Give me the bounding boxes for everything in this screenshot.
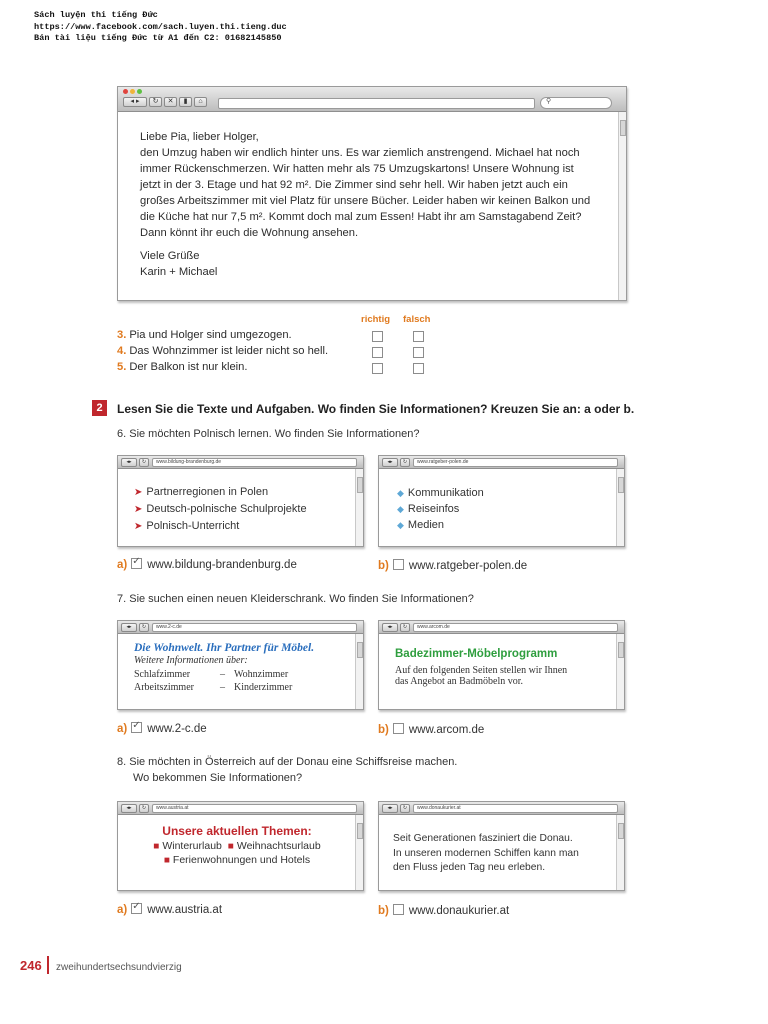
minimize-dot-icon[interactable] (130, 89, 135, 94)
option-label: b) (378, 905, 389, 917)
scrollbar[interactable] (616, 634, 624, 709)
statement-row (117, 361, 248, 373)
q8-answer-a[interactable] (117, 903, 222, 916)
ad-title: Die Wohnwelt. Ihr Partner für Möbel. (134, 642, 315, 654)
q8-answer-b[interactable] (378, 904, 509, 917)
back-forward-icon[interactable]: ◂▸ (382, 804, 398, 813)
statement-row (117, 345, 328, 357)
letter-line: immer Rückenschmerzen. Wir hatten mehr als 75 Umzugskartons! Unsere Wohnung ist (140, 163, 574, 175)
option-a-checkbox[interactable] (131, 722, 142, 733)
richtig-checkbox-3[interactable] (372, 331, 383, 342)
back-forward-icon[interactable]: ◂▸ (382, 623, 398, 632)
window-controls (123, 89, 142, 94)
back-forward-icon[interactable]: ◂ ▸ (123, 97, 147, 107)
address-bar[interactable]: www.arcom.de (413, 623, 618, 632)
statement-row (117, 329, 292, 341)
diamond-icon: ◆ (397, 520, 404, 530)
statement-number: 3. (117, 329, 127, 341)
reload-icon[interactable]: ↻ (400, 623, 410, 632)
nav-buttons (382, 804, 410, 813)
topic-row: ■ Winterurlaub ■ Weihnachtsurlaub (153, 840, 321, 852)
search-icon: ⚲ (546, 98, 552, 105)
ad-text: Seit Generationen fasziniert die Donau. (393, 833, 573, 844)
ad-text: In unseren modernen Schiffen kann man (393, 847, 579, 859)
question-6: 6. Sie möchten Polnisch lernen. Wo finden Sie Informationen? (117, 428, 420, 440)
list-item: ◆ Medien (397, 519, 444, 531)
option-text: www.2-c.de (147, 723, 207, 735)
browser-toolbar (118, 621, 363, 634)
arrow-icon: ➤ (134, 504, 143, 515)
header-line-2: https://www.facebook.com/sach.luyen.thi.tieng.duc (34, 21, 287, 32)
list-item: ➤ Deutsch-polnische Schulprojekte (134, 503, 307, 515)
option-label: a) (117, 559, 128, 571)
option-label: b) (378, 560, 389, 572)
letter-salutation: Liebe Pia, lieber Holger, (140, 131, 259, 143)
back-forward-icon[interactable]: ◂▸ (121, 804, 137, 813)
ad-title: Unsere aktuellen Themen: (162, 824, 312, 838)
option-text: www.austria.at (147, 904, 223, 916)
header-line-3: Bán tài liệu tiếng Đức từ A1 đến C2: 01682145850 (34, 33, 282, 43)
search-field[interactable] (540, 97, 612, 109)
falsch-checkbox-3[interactable] (413, 331, 424, 342)
letter-line: Dann könnt ihr euch die Wohnung ansehen. (140, 227, 359, 239)
option-text: www.donaukurier.at (408, 905, 510, 917)
question-7: 7. Sie suchen einen neuen Kleiderschrank. Wo finden Sie Informationen? (117, 593, 474, 605)
nav-buttons (123, 97, 207, 107)
reload-icon[interactable]: ↻ (400, 804, 410, 813)
stop-icon[interactable]: ✕ (164, 97, 177, 107)
column-richtig: richtig (361, 314, 391, 325)
browser-toolbar (118, 87, 626, 112)
address-bar[interactable] (218, 98, 535, 109)
scrollbar[interactable] (355, 469, 363, 546)
falsch-checkbox-5[interactable] (413, 363, 424, 374)
q6-answer-b[interactable] (378, 559, 527, 572)
letter-closing: Viele Grüße (140, 250, 200, 262)
option-text: www.bildung-brandenburg.de (147, 559, 297, 571)
arrow-icon: ➤ (134, 487, 143, 498)
option-a-checkbox[interactable] (131, 903, 142, 914)
square-bullet-icon: ■ (227, 841, 234, 852)
statement-text: Der Balkon ist nur klein. (129, 361, 248, 373)
ad-text: den Fluss jeden Tag neu erleben. (393, 862, 546, 873)
back-forward-icon[interactable]: ◂▸ (121, 458, 137, 467)
task-number-badge: 2 (92, 400, 107, 416)
reload-icon[interactable]: ↻ (139, 804, 149, 813)
reload-icon[interactable]: ↻ (400, 458, 410, 467)
statement-text: Das Wohnzimmer ist leider nicht so hell. (129, 345, 329, 357)
ad-text: Auf den folgenden Seiten stellen wir Ihnen (395, 665, 568, 676)
option-b-checkbox[interactable] (393, 723, 404, 734)
task-title: Lesen Sie die Texte und Aufgaben. Wo finden Sie Informationen? Kreuzen Sie an: a oder b. (117, 402, 635, 416)
nav-buttons (121, 458, 149, 467)
option-a-checkbox[interactable] (131, 558, 142, 569)
q6-a-browser (117, 455, 364, 547)
option-b-checkbox[interactable] (393, 559, 404, 570)
q6-a-content (134, 484, 307, 535)
q6-answer-a[interactable] (117, 558, 297, 571)
square-bullet-icon: ■ (163, 855, 170, 866)
header-line-1: Sách luyện thi tiếng Đức (34, 10, 158, 20)
letter-browser-window (117, 86, 627, 301)
option-label: b) (378, 724, 389, 736)
ad-title: Badezimmer-Möbelprogramm (395, 648, 558, 660)
nav-buttons (121, 623, 149, 632)
page-number-word: zweihundertsechsundvierzig (56, 962, 182, 973)
q7-b-browser (378, 620, 625, 710)
q7-b-content (395, 648, 567, 687)
arrow-icon: ➤ (134, 521, 143, 532)
letter-text (140, 129, 610, 280)
option-b-checkbox[interactable] (393, 904, 404, 915)
option-label: a) (117, 723, 128, 735)
nav-buttons (121, 804, 149, 813)
option-text: www.arcom.de (408, 724, 485, 736)
scrollbar[interactable] (355, 634, 363, 709)
browser-toolbar (379, 456, 624, 469)
letter-signature: Karin + Michael (140, 266, 218, 278)
q8-b-browser (378, 801, 625, 891)
browser-toolbar (379, 802, 624, 815)
falsch-checkbox-4[interactable] (413, 347, 424, 358)
back-forward-icon[interactable]: ◂▸ (121, 623, 137, 632)
q7-a-browser (117, 620, 364, 710)
square-bullet-icon: ■ (153, 841, 160, 852)
statement-text: Pia und Holger sind umgezogen. (129, 329, 292, 341)
nav-buttons (382, 458, 410, 467)
footer-divider (47, 956, 49, 974)
diamond-icon: ◆ (397, 504, 404, 514)
ad-subtitle: Weitere Informationen über: (134, 655, 248, 666)
q7-a-content (134, 642, 314, 693)
richtig-checkbox-4[interactable] (372, 347, 383, 358)
q8-a-content (118, 824, 356, 866)
scrollbar[interactable] (618, 112, 626, 300)
option-text: www.ratgeber-polen.de (408, 560, 528, 572)
question-8-line-2: Wo bekommen Sie Informationen? (133, 772, 303, 784)
q8-b-content (393, 832, 579, 876)
back-forward-icon[interactable]: ◂▸ (382, 458, 398, 467)
q7-answer-b[interactable] (378, 723, 484, 736)
list-item: ◆ Reiseinfos (397, 503, 460, 515)
address-bar[interactable]: www.donaukurier.at (413, 804, 618, 813)
address-bar[interactable]: www.austria.at (152, 804, 357, 813)
scrollbar[interactable] (355, 815, 363, 890)
list-item: ➤ Partnerregionen in Polen (134, 486, 269, 498)
q7-answer-a[interactable] (117, 722, 207, 735)
address-bar[interactable]: www.ratgeber-polen.de (413, 458, 618, 467)
nav-buttons (382, 623, 410, 632)
maximize-dot-icon[interactable] (137, 89, 142, 94)
reload-icon[interactable]: ↻ (149, 97, 162, 107)
browser-toolbar (118, 802, 363, 815)
letter-line: jetzt in der 3. Etage und hat 92 m². Die Zimmer sind sehr hell. Wir haben jetzt auch ein (140, 179, 568, 191)
letter-line: den Umzug haben wir endlich hinter uns. Es war ziemlich anstrengend. Michael hat noch (140, 147, 580, 159)
browser-toolbar (118, 456, 363, 469)
ad-text: das Angebot an Badmöbeln vor. (395, 676, 524, 687)
q6-b-browser (378, 455, 625, 547)
question-8-line-1: 8. Sie möchten in Österreich auf der Donau eine Schiffsreise machen. (117, 756, 458, 768)
page-number: 246 (20, 958, 42, 973)
close-dot-icon[interactable] (123, 89, 128, 94)
option-label: a) (117, 904, 128, 916)
bookmark-icon[interactable]: ▮ (179, 97, 192, 107)
list-item: ◆ Kommunikation (397, 487, 484, 499)
browser-toolbar (379, 621, 624, 634)
room-row: Schlafzimmer – Wohnzimmer (134, 669, 289, 680)
address-bar[interactable]: www.2-c.de (152, 623, 357, 632)
home-icon[interactable]: ⌂ (194, 97, 207, 107)
list-item: ➤ Polnisch-Unterricht (134, 520, 240, 532)
column-falsch: falsch (403, 314, 431, 325)
scrollbar[interactable] (616, 469, 624, 546)
room-row: Arbeitszimmer – Kinderzimmer (134, 682, 293, 693)
topic-row: ■ Ferienwohnungen und Hotels (163, 854, 311, 866)
scrollbar[interactable] (616, 815, 624, 890)
letter-line: die Küche hat nur 7,5 m². Kommt doch mal zum Essen! Habt ihr am Samstagabend Zeit? (140, 211, 582, 223)
address-bar[interactable]: www.bildung-brandenburg.de (152, 458, 357, 467)
header (34, 10, 287, 45)
q6-b-content (397, 485, 484, 533)
statement-number: 4. (117, 345, 127, 357)
statement-number: 5. (117, 361, 127, 373)
letter-line: großes Arbeitszimmer mit viel Platz für unsere Bücher. Leider haben wir keinen Balkon und (140, 195, 591, 207)
q8-a-browser (117, 801, 364, 891)
reload-icon[interactable]: ↻ (139, 623, 149, 632)
reload-icon[interactable]: ↻ (139, 458, 149, 467)
richtig-checkbox-5[interactable] (372, 363, 383, 374)
diamond-icon: ◆ (397, 488, 404, 498)
